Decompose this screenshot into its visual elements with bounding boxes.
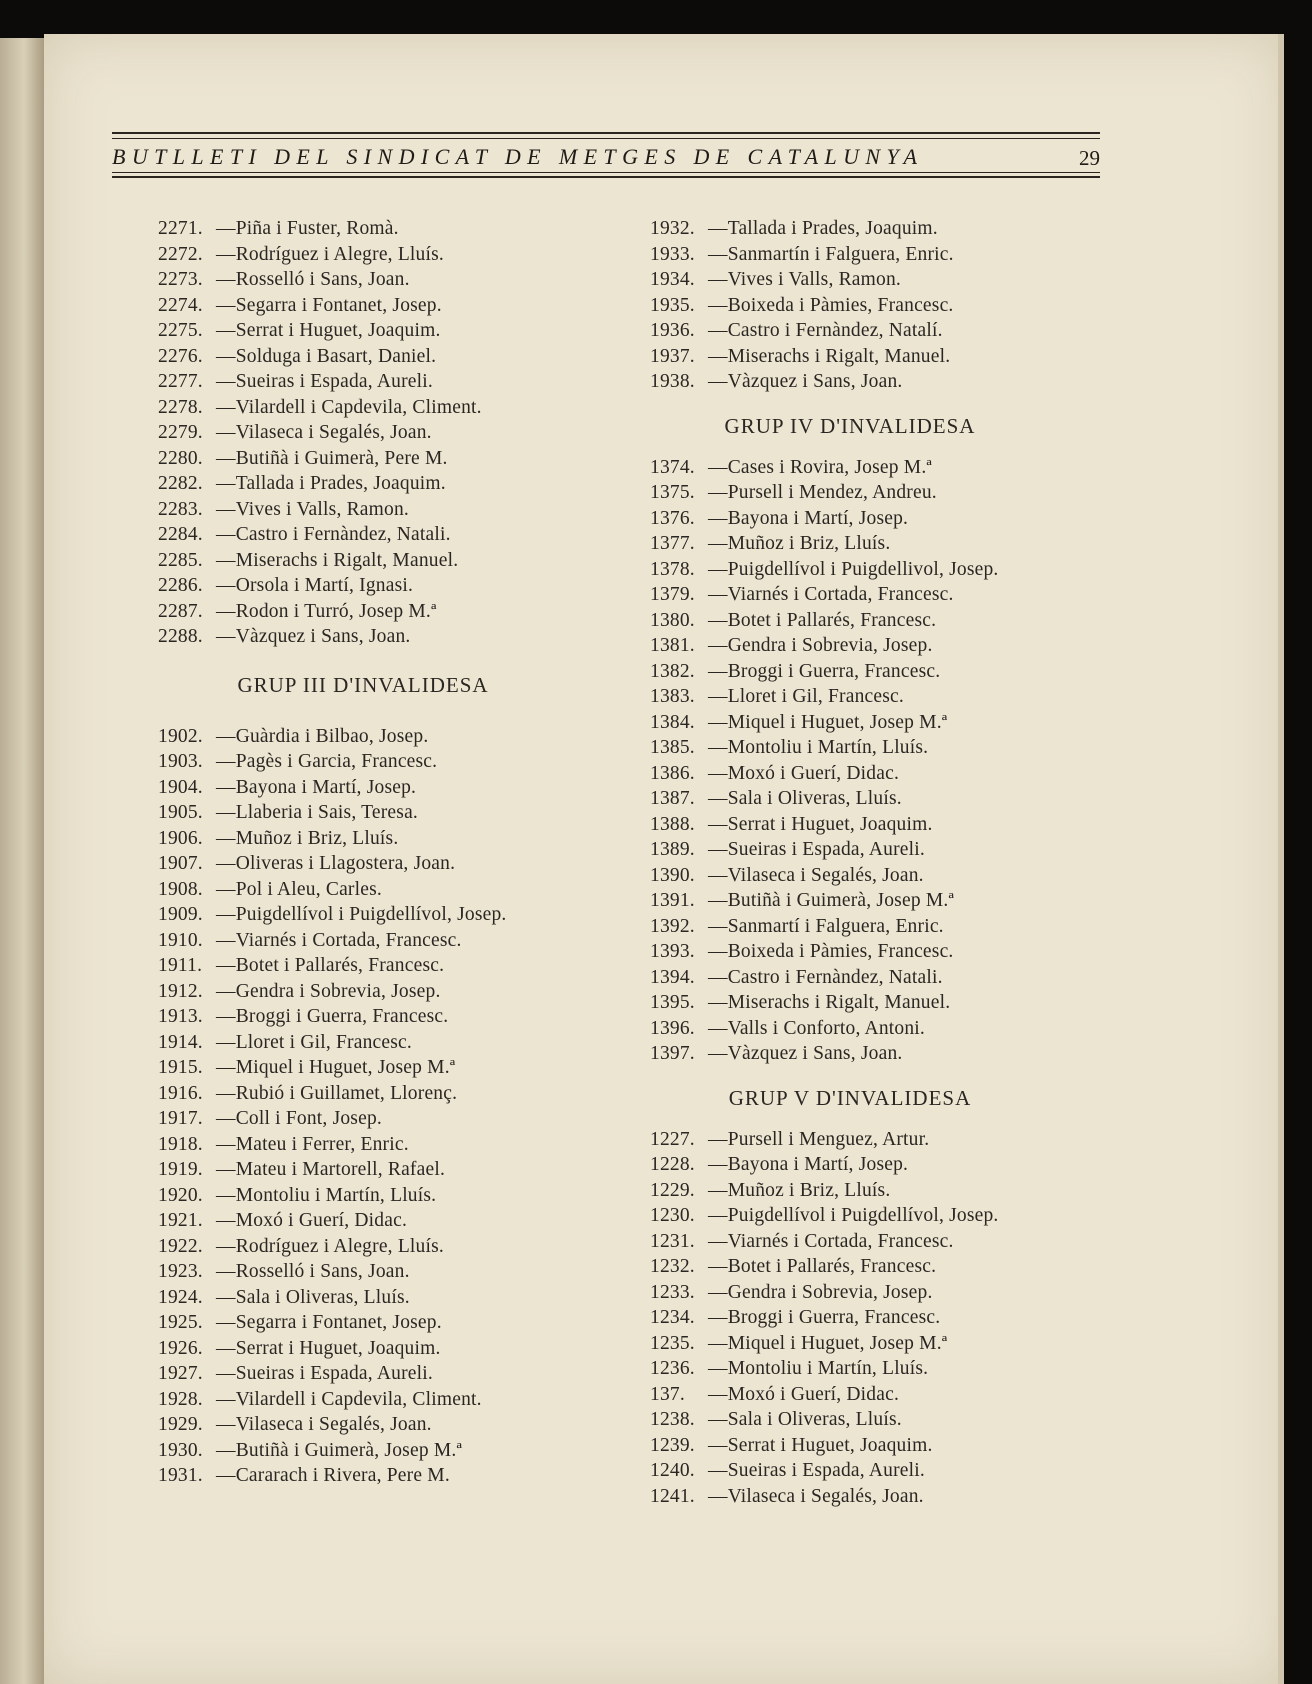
entry-list [158,216,598,650]
list-item [650,914,1070,940]
list-item [650,557,1070,583]
entry-name: —Serrat i Huguet, Joaquim. [708,1434,933,1456]
list-item [650,1407,1070,1433]
list-item [650,710,1070,736]
entry-number: 1394. [650,966,695,988]
list-item [158,1208,598,1234]
list-item [650,216,1070,242]
list-item [158,1157,598,1183]
entry-name: —Butiñà i Guimerà, Pere M. [216,447,448,469]
entry-name: —Solduga i Basart, Daniel. [216,345,437,367]
entry-name: —Castro i Fernàndez, Natalí. [708,320,943,341]
header-rule-top [112,132,1100,134]
entry-name: —Vilardell i Capdevila, Climent. [216,1388,482,1410]
entry-number: 2273. [158,269,203,290]
list-item [158,318,598,344]
entry-name: —Vàzquez i Sans, Joan. [216,626,411,647]
list-item [650,1178,1070,1204]
entry-number: 2272. [158,243,203,265]
entry-number: 1936. [650,320,695,341]
entry-number: 1910. [158,929,203,951]
entry-name: —Moxó i Guerí, Didac. [708,762,900,784]
list-item [158,395,598,421]
entry-number: 1909. [158,904,203,925]
entry-name: —Miquel i Huguet, Josep M.ª [708,1332,948,1354]
entry-number: 2276. [158,345,203,367]
entry-number: 1911. [158,955,203,976]
list-item [158,953,598,979]
list-item [650,1152,1070,1178]
entry-name: —Moxó i Guerí, Didac. [708,1383,900,1405]
entry-name: —Vilaseca i Segalés, Joan. [708,864,924,886]
entry-number: 1905. [158,802,203,823]
entry-number: 1387. [650,788,695,809]
entry-number: 1904. [158,776,203,798]
list-item [158,1259,598,1285]
list-item [158,599,598,625]
list-item [650,344,1070,370]
previous-page-edge [0,38,44,1684]
entry-number: 1912. [158,980,203,1002]
entry-name: —Pursell i Menguez, Artur. [708,1128,930,1150]
entry-number: 1929. [158,1414,203,1435]
entry-number: 2274. [158,294,203,316]
list-item [650,1203,1070,1229]
list-item [650,863,1070,889]
list-item [158,497,598,523]
list-item [650,1356,1070,1382]
entry-name: —Muñoz i Briz, Lluís. [708,1179,891,1201]
entry-name: —Pol i Aleu, Carles. [216,878,382,900]
entry-name: —Pursell i Mendez, Andreu. [708,482,937,503]
entry-number: 1385. [650,737,695,758]
entry-name: —Vàzquez i Sans, Joan. [708,1043,903,1064]
entry-number: 1229. [650,1179,695,1201]
list-item [158,624,598,650]
entry-name: —Mateu i Ferrer, Enric. [216,1133,409,1155]
entry-number: 1922. [158,1235,203,1257]
entry-number: 1930. [158,1439,203,1461]
entry-name: —Botet i Pallarés, Francesc. [708,609,937,631]
entry-name: —Puigdellívol i Puigdellívol, Josep. [708,1205,999,1226]
list-item [158,420,598,446]
entry-name: —Butiñà i Guimerà, Josep M.ª [708,890,955,911]
list-item [158,548,598,574]
entry-name: —Llaberia i Sais, Teresa. [216,802,418,823]
entry-name: —Cases i Rovira, Josep M.ª [708,456,932,478]
list-item [650,582,1070,608]
list-item [650,1041,1070,1067]
entry-number: 1230. [650,1205,695,1226]
list-item [158,851,598,877]
list-item [650,455,1070,481]
entry-number: 1391. [650,890,695,911]
entry-name: —Gendra i Sobrevia, Josep. [708,635,933,656]
entry-name: —Lloret i Gil, Francesc. [708,686,904,707]
list-item [650,480,1070,506]
list-item [650,1433,1070,1459]
entry-name: —Gendra i Sobrevia, Josep. [708,1281,933,1303]
entry-name: —Piña i Fuster, Romà. [216,218,399,239]
entry-name: —Serrat i Huguet, Joaquim. [708,813,933,835]
list-item [650,684,1070,710]
entry-name: —Broggi i Guerra, Francesc. [708,660,941,682]
list-item [158,1106,598,1132]
entry-name: —Sala i Oliveras, Lluís. [708,1409,902,1430]
entry-number: 1938. [650,371,695,392]
entry-number: 1240. [650,1460,695,1481]
list-item [158,1234,598,1260]
entry-name: —Sueiras i Espada, Aureli. [216,1363,433,1384]
entry-number: 2279. [158,422,203,443]
list-item [650,837,1070,863]
list-item [650,939,1070,965]
entry-name: —Montoliu i Martín, Lluís. [216,1184,437,1206]
entry-number: 1918. [158,1133,203,1155]
header-rule-bottom-thin [112,172,1100,173]
entry-number: 1908. [158,878,203,900]
entry-name: —Vives i Valls, Ramon. [216,498,409,520]
entry-name: —Segarra i Fontanet, Josep. [216,1312,442,1333]
list-item [650,1229,1070,1255]
entry-number: 2284. [158,524,203,545]
entry-name: —Sanmartín i Falguera, Enric. [708,243,954,265]
entry-name: —Oliveras i Llagostera, Joan. [216,853,456,874]
list-item [650,786,1070,812]
list-item [158,1336,598,1362]
entry-name: —Broggi i Guerra, Francesc. [216,1006,449,1027]
entry-name: —Sueiras i Espada, Aureli. [216,371,433,392]
entry-list [158,724,598,1489]
entry-number: 1916. [158,1082,203,1104]
list-item [158,1030,598,1056]
entry-name: —Tallada i Prades, Joaquim. [708,218,938,239]
list-item [158,749,598,775]
list-item [650,1254,1070,1280]
entry-number: 137. [650,1383,685,1405]
entry-name: —Lloret i Gil, Francesc. [216,1031,412,1053]
entry-number: 1926. [158,1337,203,1359]
list-item [158,471,598,497]
entry-number: 2277. [158,371,203,392]
entry-number: 1232. [650,1256,695,1277]
entry-name: —Sueiras i Espada, Aureli. [708,839,925,860]
entry-number: 1932. [650,218,695,239]
entry-name: —Serrat i Huguet, Joaquim. [216,320,441,341]
entry-name: —Gendra i Sobrevia, Josep. [216,980,441,1002]
list-item [158,242,598,268]
entry-number: 1236. [650,1358,695,1379]
entry-name: —Valls i Conforto, Antoni. [708,1017,925,1039]
entry-number: 1931. [158,1465,203,1486]
entry-name: —Miquel i Huguet, Josep M.ª [216,1057,456,1078]
entry-name: —Puigdellívol i Puigdellívol, Josep. [216,904,507,925]
entry-name: —Sala i Oliveras, Lluís. [216,1286,410,1308]
list-item [158,1183,598,1209]
entry-name: —Viarnés i Cortada, Francesc. [708,1230,954,1252]
entry-number: 1389. [650,839,695,860]
list-item [650,990,1070,1016]
entry-number: 1381. [650,635,695,656]
entry-number: 1914. [158,1031,203,1053]
entry-number: 1919. [158,1159,203,1180]
entry-name: —Boixeda i Pàmies, Francesc. [708,941,954,962]
entry-name: —Rodríguez i Alegre, Lluís. [216,1235,444,1257]
entry-name: —Pagès i Garcia, Francesc. [216,751,438,772]
entry-name: —Vàzquez i Sans, Joan. [708,371,903,392]
entry-name: —Vilaseca i Segalés, Joan. [216,422,432,443]
entry-number: 1382. [650,660,695,682]
list-item [650,735,1070,761]
list-item [650,608,1070,634]
list-item [158,1081,598,1107]
list-item [158,216,598,242]
entry-name: —Tallada i Prades, Joaquim. [216,473,446,494]
entry-name: —Sanmartí i Falguera, Enric. [708,915,944,937]
list-item [650,888,1070,914]
entry-number: 1933. [650,243,695,265]
list-item [158,573,598,599]
list-item [650,1016,1070,1042]
entry-number: 2287. [158,600,203,622]
entry-number: 1241. [650,1485,695,1507]
list-item [158,1412,598,1438]
list-item [650,318,1070,344]
entry-list [650,455,1070,1067]
header-rule-top-thin [112,138,1100,139]
entry-name: —Miserachs i Rigalt, Manuel. [708,345,951,367]
list-item [158,1004,598,1030]
entry-number: 1379. [650,584,695,605]
list-item [158,369,598,395]
entry-name: —Castro i Fernàndez, Natali. [708,966,943,988]
entry-name: —Moxó i Guerí, Didac. [216,1210,408,1231]
entry-number: 1377. [650,533,695,554]
entry-name: —Orsola i Martí, Ignasi. [216,575,414,596]
list-item [650,1458,1070,1484]
entry-number: 1384. [650,711,695,733]
entry-name: —Sala i Oliveras, Lluís. [708,788,902,809]
entry-number: 1923. [158,1261,203,1282]
list-item [158,724,598,750]
list-item [158,877,598,903]
list-item [650,1280,1070,1306]
entry-number: 1906. [158,827,203,849]
list-item [650,659,1070,685]
entry-number: 1386. [650,762,695,784]
entry-number: 1388. [650,813,695,835]
entry-name: —Botet i Pallarés, Francesc. [216,955,445,976]
group-heading: GRUP III D'INVALIDESA [237,672,489,697]
entry-name: —Coll i Font, Josep. [216,1108,382,1129]
entry-name: —Viarnés i Cortada, Francesc. [708,584,954,605]
list-item [158,1387,598,1413]
entry-name: —Bayona i Martí, Josep. [708,507,909,529]
page-number: 29 [1079,146,1100,170]
list-item [158,826,598,852]
list-item [650,761,1070,787]
entry-name: —Miquel i Huguet, Josep M.ª [708,711,948,733]
entry-number: 1920. [158,1184,203,1206]
list-item [158,446,598,472]
list-item [650,965,1070,991]
list-item [158,293,598,319]
list-item [158,1438,598,1464]
entry-number: 1934. [650,269,695,290]
entry-number: 1935. [650,294,695,316]
list-item [158,1463,598,1489]
entry-name: —Guàrdia i Bilbao, Josep. [216,725,429,747]
entry-number: 1231. [650,1230,695,1252]
entry-number: 2283. [158,498,203,520]
entry-number: 1234. [650,1307,695,1328]
entry-number: 1913. [158,1006,203,1027]
list-item [650,1305,1070,1331]
list-item [650,1127,1070,1153]
list-item [158,1310,598,1336]
entry-name: —Cararach i Rivera, Pere M. [216,1465,450,1486]
entry-number: 1227. [650,1128,695,1150]
entry-name: —Muñoz i Briz, Lluís. [708,533,891,554]
entry-name: —Puigdellívol i Puigdellivol, Josep. [708,558,999,580]
list-item [650,506,1070,532]
running-header [112,96,1100,182]
list-item [650,633,1070,659]
entry-number: 1915. [158,1057,203,1078]
entry-number: 1228. [650,1154,695,1175]
entry-name: —Montoliu i Martín, Lluís. [708,737,929,758]
list-item [650,242,1070,268]
list-item [650,1331,1070,1357]
entry-name: —Rodon i Turró, Josep M.ª [216,600,437,622]
entry-name: —Rosselló i Sans, Joan. [216,1261,410,1282]
entry-number: 1917. [158,1108,203,1129]
entry-name: —Vives i Valls, Ramon. [708,269,901,290]
list-item [158,902,598,928]
entry-name: —Boixeda i Pàmies, Francesc. [708,294,954,316]
entry-name: —Vilaseca i Segalés, Joan. [216,1414,432,1435]
entry-number: 1902. [158,725,203,747]
entry-name: —Rosselló i Sans, Joan. [216,269,410,290]
list-item [158,1055,598,1081]
entry-name: —Rubió i Guillamet, Llorenç. [216,1082,458,1104]
entry-name: —Vilaseca i Segalés, Joan. [708,1485,924,1507]
entry-list [650,1127,1070,1510]
entry-number: 2275. [158,320,203,341]
entry-number: 1380. [650,609,695,631]
entry-number: 1925. [158,1312,203,1333]
entry-number: 2278. [158,396,203,418]
list-item [158,522,598,548]
entry-number: 1395. [650,992,695,1013]
entry-number: 1903. [158,751,203,772]
group-heading: GRUP IV D'INVALIDESA [724,413,976,438]
entry-name: —Segarra i Fontanet, Josep. [216,294,442,316]
entry-number: 2285. [158,549,203,571]
list-item [158,928,598,954]
entry-number: 2288. [158,626,203,647]
entry-number: 2280. [158,447,203,469]
entry-name: —Broggi i Guerra, Francesc. [708,1307,941,1328]
list-item [650,293,1070,319]
entry-name: —Miserachs i Rigalt, Manuel. [216,549,459,571]
entry-number: 1397. [650,1043,695,1064]
entry-name: —Sueiras i Espada, Aureli. [708,1460,925,1481]
list-item [158,800,598,826]
entry-name: —Bayona i Martí, Josep. [708,1154,909,1175]
group-heading: GRUP V D'INVALIDESA [728,1085,972,1110]
list-item [158,979,598,1005]
page-edge [1278,34,1284,1684]
list-item [158,775,598,801]
entry-list [650,216,1070,395]
entry-number: 1383. [650,686,695,707]
entry-number: 1390. [650,864,695,886]
left-column [158,216,598,1489]
entry-number: 1927. [158,1363,203,1384]
list-item [650,267,1070,293]
entry-number: 1376. [650,507,695,529]
header-rule-bottom [112,176,1100,178]
list-item [650,812,1070,838]
list-item [650,1484,1070,1510]
entry-name: —Muñoz i Briz, Lluís. [216,827,399,849]
entry-number: 2282. [158,473,203,494]
entry-number: 1396. [650,1017,695,1039]
right-column [650,216,1070,1509]
list-item [650,369,1070,395]
list-item [650,531,1070,557]
entry-number: 1392. [650,915,695,937]
list-item [158,344,598,370]
entry-name: —Mateu i Martorell, Rafael. [216,1159,446,1180]
entry-number: 1238. [650,1409,695,1430]
entry-number: 1375. [650,482,695,503]
entry-number: 2271. [158,218,203,239]
entry-name: —Bayona i Martí, Josep. [216,776,417,798]
entry-number: 1374. [650,456,695,478]
entry-name: —Butiñà i Guimerà, Josep M.ª [216,1439,463,1461]
entry-number: 1924. [158,1286,203,1308]
list-item [158,1132,598,1158]
entry-name: —Miserachs i Rigalt, Manuel. [708,992,951,1013]
entry-name: —Castro i Fernàndez, Natali. [216,524,451,545]
entry-name: —Serrat i Huguet, Joaquim. [216,1337,441,1359]
entry-number: 1907. [158,853,203,874]
entry-number: 1393. [650,941,695,962]
list-item [650,1382,1070,1408]
entry-number: 1928. [158,1388,203,1410]
list-item [158,1361,598,1387]
entry-number: 1921. [158,1210,203,1231]
entry-number: 1378. [650,558,695,580]
entry-number: 1235. [650,1332,695,1354]
entry-name: —Vilardell i Capdevila, Climent. [216,396,482,418]
entry-name: —Viarnés i Cortada, Francesc. [216,929,462,951]
list-item [158,267,598,293]
journal-title: BUTLLETI DEL SINDICAT DE METGES DE CATALUNYA [112,144,924,169]
entry-number: 1239. [650,1434,695,1456]
list-item [158,1285,598,1311]
entry-name: —Montoliu i Martín, Lluís. [708,1358,929,1379]
entry-name: —Rodríguez i Alegre, Lluís. [216,243,444,265]
entry-number: 1937. [650,345,695,367]
entry-name: —Botet i Pallarés, Francesc. [708,1256,937,1277]
entry-number: 2286. [158,575,203,596]
entry-number: 1233. [650,1281,695,1303]
